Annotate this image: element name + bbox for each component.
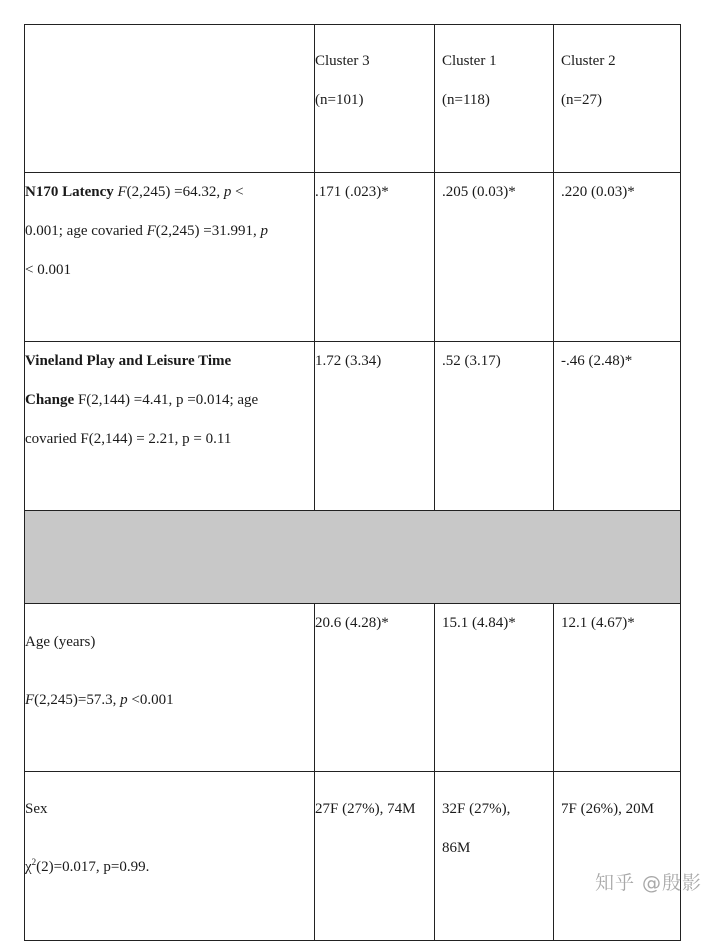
- age-label: Age (years): [25, 634, 96, 650]
- n170-line2-f: F: [146, 223, 156, 239]
- sex-cluster-3-value: 27F (27%), 74M: [315, 772, 435, 941]
- cluster-3-title: Cluster 3: [315, 53, 370, 69]
- vineland-line-1: [25, 342, 314, 381]
- n170-line-2: [25, 212, 314, 251]
- watermark-text: 知乎 @殷影: [594, 872, 702, 894]
- sex-chi: χ: [25, 859, 32, 875]
- age-cluster-3-value: 20.6 (4.28)*: [315, 604, 435, 772]
- vineland-title-2: Change: [25, 392, 75, 408]
- cluster-2-n: (n=27): [561, 92, 602, 108]
- sex-label: Sex: [25, 801, 48, 817]
- table-row-separator: [25, 511, 681, 604]
- n170-cluster-1-value: .205 (0.03)*: [435, 173, 554, 342]
- n170-label-cell: [25, 173, 315, 342]
- n170-cluster-2-value: .220 (0.03)*: [554, 173, 681, 342]
- n170-line-1: [25, 173, 314, 212]
- vineland-line-2: [25, 381, 314, 420]
- age-stat-end: <0.001: [127, 692, 174, 708]
- vineland-cluster-3-value: 1.72 (3.34): [315, 342, 435, 511]
- header-cluster-1: [435, 25, 554, 173]
- n170-df: (2,245) =64.32,: [126, 184, 224, 200]
- table-row-n170: [25, 173, 681, 342]
- sex-chi-sup: 2: [31, 857, 37, 867]
- age-p: p: [120, 692, 128, 708]
- sex-stat: [25, 848, 314, 887]
- n170-line2-p: p: [260, 223, 268, 239]
- header-cluster-3: [315, 25, 435, 173]
- n170-cluster-3-value: .171 (.023)*: [315, 173, 435, 342]
- header-empty-cell: [25, 25, 315, 173]
- n170-f: F: [117, 184, 127, 200]
- age-f: F: [25, 692, 35, 708]
- cluster-3-n: (n=101): [315, 92, 364, 108]
- n170-line-3: < 0.001: [25, 262, 71, 278]
- age-stat: [25, 681, 314, 720]
- table-row-vineland: [25, 342, 681, 511]
- sex-cluster-1-line-1: 32F (27%),: [442, 801, 511, 817]
- n170-title: N170 Latency: [25, 184, 114, 200]
- age-label-cell: [25, 604, 315, 772]
- table-header-row: [25, 25, 681, 173]
- age-stat-mid: (2,245)=57.3,: [34, 692, 121, 708]
- n170-line2-df: (2,245) =31.991,: [155, 223, 261, 239]
- vineland-line-3: covaried F(2,144) = 2.21, p = 0.11: [25, 431, 232, 447]
- vineland-line2-rest: F(2,144) =4.41, p =0.014; age: [74, 392, 259, 408]
- n170-line2-start: 0.001; age covaried: [25, 223, 147, 239]
- n170-p-text: <: [231, 184, 244, 200]
- vineland-cluster-2-value: -.46 (2.48)*: [554, 342, 681, 511]
- sex-cluster-2-value: 7F (26%), 20M: [554, 772, 681, 941]
- sex-stat-rest: (2)=0.017, p=0.99.: [36, 859, 150, 875]
- n170-p: p: [223, 184, 232, 200]
- vineland-cluster-1-value: .52 (3.17): [435, 342, 554, 511]
- table-row-sex: [25, 772, 681, 941]
- age-cluster-2-value: 12.1 (4.67)*: [554, 604, 681, 772]
- separator-cell: [25, 511, 681, 604]
- cluster-1-n: (n=118): [442, 92, 490, 108]
- sex-cluster-1-value: [435, 772, 554, 941]
- header-cluster-2: [554, 25, 681, 173]
- results-table: [24, 24, 681, 941]
- cluster-2-title: Cluster 2: [561, 53, 616, 69]
- sex-cluster-1-line-2: 86M: [442, 840, 471, 856]
- table-row-age: [25, 604, 681, 772]
- vineland-title-1: Vineland Play and Leisure Time: [25, 353, 232, 369]
- age-cluster-1-value: 15.1 (4.84)*: [435, 604, 554, 772]
- vineland-label-cell: [25, 342, 315, 511]
- sex-label-cell: [25, 772, 315, 941]
- cluster-1-title: Cluster 1: [442, 53, 497, 69]
